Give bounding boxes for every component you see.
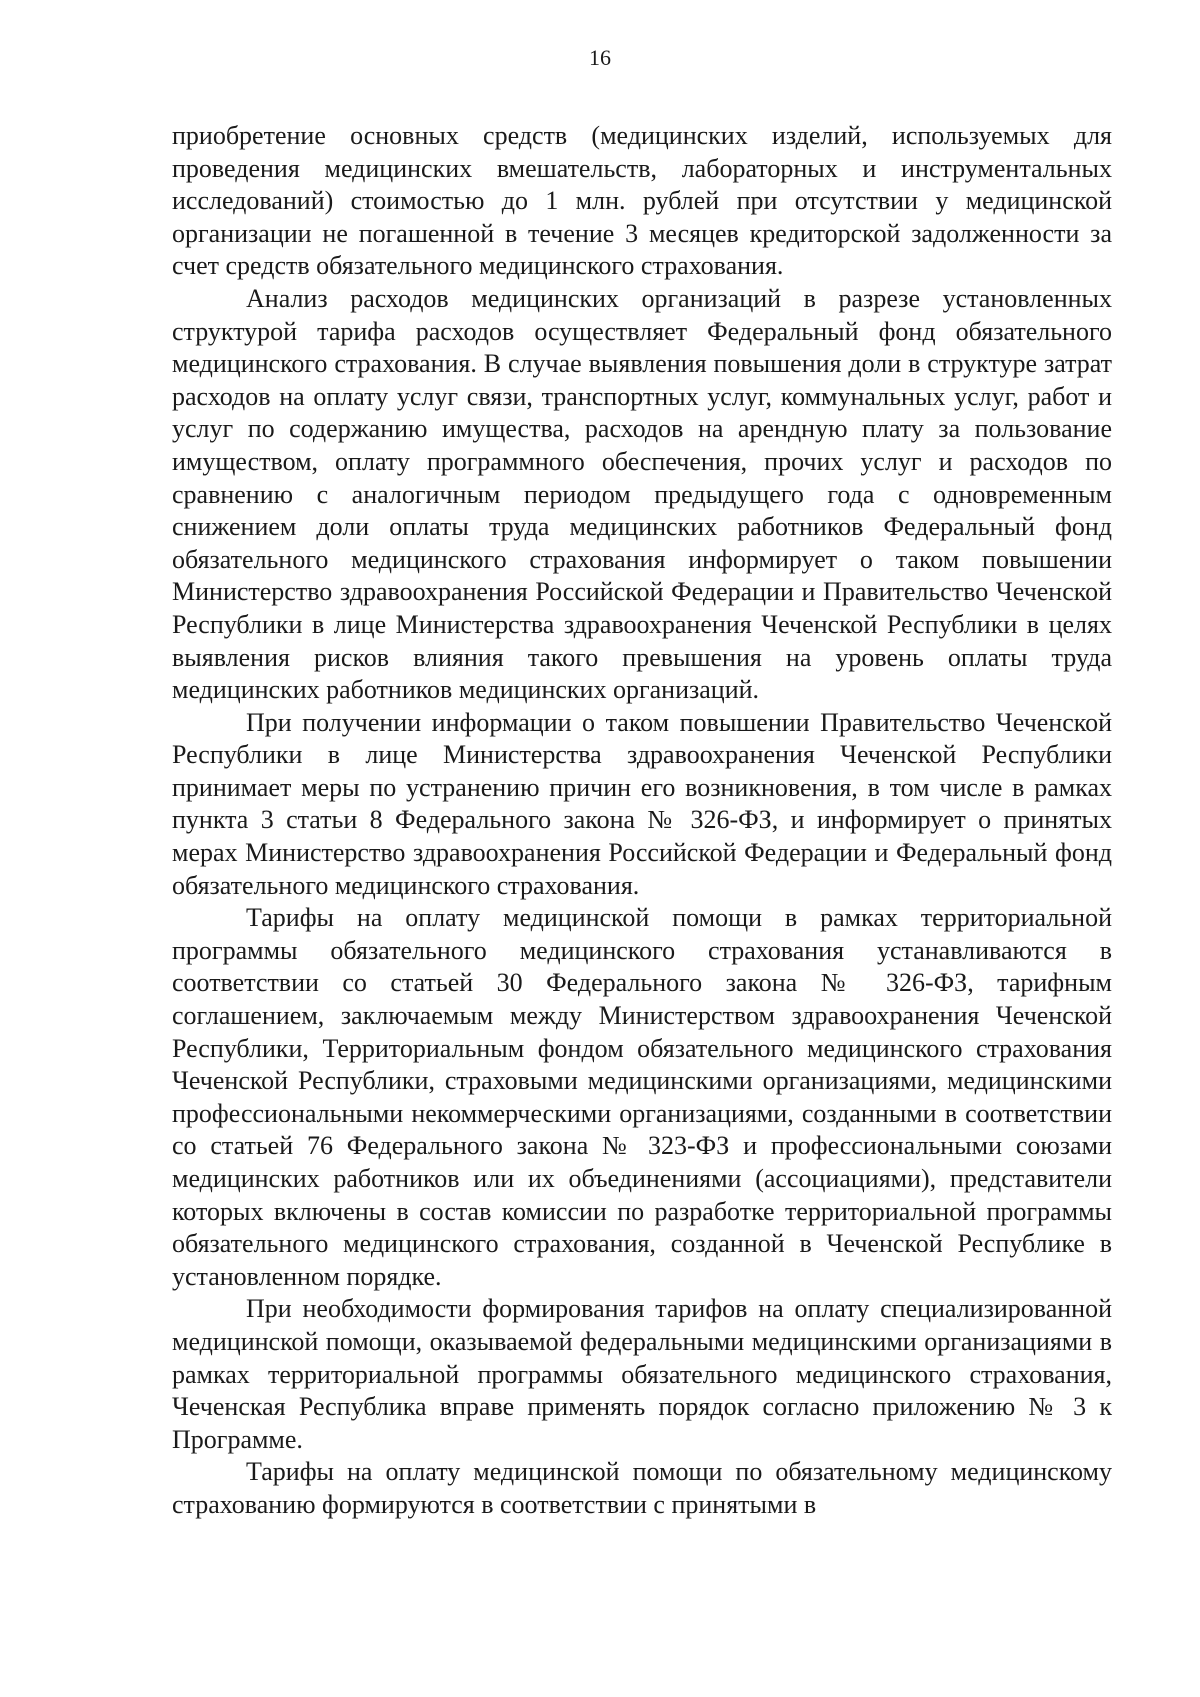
document-body [172, 120, 1112, 1522]
paragraph-expense-analysis: Анализ расходов медицинских организаций в разрезе установленных структурой тарифа расходов осуществляет Федеральный фонд обязательного медицинского страхования. В случае выявления повышения доли в структуре затрат расходов на оплату услуг связи, транспортных услуг, коммунальных услуг, работ и услуг по содержанию имущества, расходов на арендную плату за пользование имуществом, оплату программного обеспечения, прочих услуг и расходов по сравнению с аналогичным периодом предыдущего года с одновременным снижением доли оплаты труда медицинских работников Федеральный фонд обязательного медицинского страхования информирует о таком повышении Министерство здравоохранения Российской Федерации и Правительство Чеченской Республики в лице Министерства здравоохранения Чеченской Республики в целях выявления рисков влияния такого превышения на уровень оплаты труда медицинских работников медицинских организаций. [172, 283, 1112, 705]
page-number: 16 [589, 45, 611, 70]
paragraph-specialized-care: При необходимости формирования тарифов на оплату специализированной медицинской помощи, оказываемой федеральными медицинскими организациями в рамках территориальной программы обязательного медицинского страхования, Чеченская Республика вправе применять порядок согласно приложению № 3 к Программе. [172, 1294, 1112, 1454]
paragraph-tariff-establishment: Тарифы на оплату медицинской помощи в рамках территориальной программы обязательного медицинского страхования устанавливаются в соответствии со статьей 30 Федерального закона № 326-ФЗ, тарифным соглашением, заключаемым между Министерством здравоохранения Чеченской Республики, Территориальным фондом обязательного медицинского страхования Чеченской Республики, страховыми медицинскими организациями, медицинскими профессиональными некоммерческими организациями, созданными в соответствии со статьей 76 Федерального закона № 323-ФЗ и профессиональными союзами медицинских работников или их объединениями (ассоциациями), представители которых включены в состав комиссии по разработке территориальной программы обязательного медицинского страхования, созданной в Чеченской Республике в установленном порядке. [172, 903, 1112, 1291]
paragraph-tariff-formation: Тарифы на оплату медицинской помощи по обязательному медицинскому страхованию формируются в соответствии с принятыми в [172, 1457, 1112, 1519]
paragraph-continuation: приобретение основных средств (медицинских изделий, используемых для проведения медицинских вмешательств, лабораторных и инструментальных исследований) стоимостью до 1 млн. рублей при отсутствии у медицинской организации не погашенной в течение 3 месяцев кредиторской задолженности за счет средств обязательного медицинского страхования. [172, 121, 1112, 281]
paragraph-government-measures: При получении информации о таком повышении Правительство Чеченской Республики в лице Министерства здравоохранения Чеченской Республики принимает меры по устранению причин его возникновения, в том числе в рамках пункта 3 статьи 8 Федерального закона № 326-ФЗ, и информирует о принятых мерах Министерство здравоохранения Российской Федерации и Федеральный фонд обязательного медицинского страхования. [172, 707, 1112, 900]
